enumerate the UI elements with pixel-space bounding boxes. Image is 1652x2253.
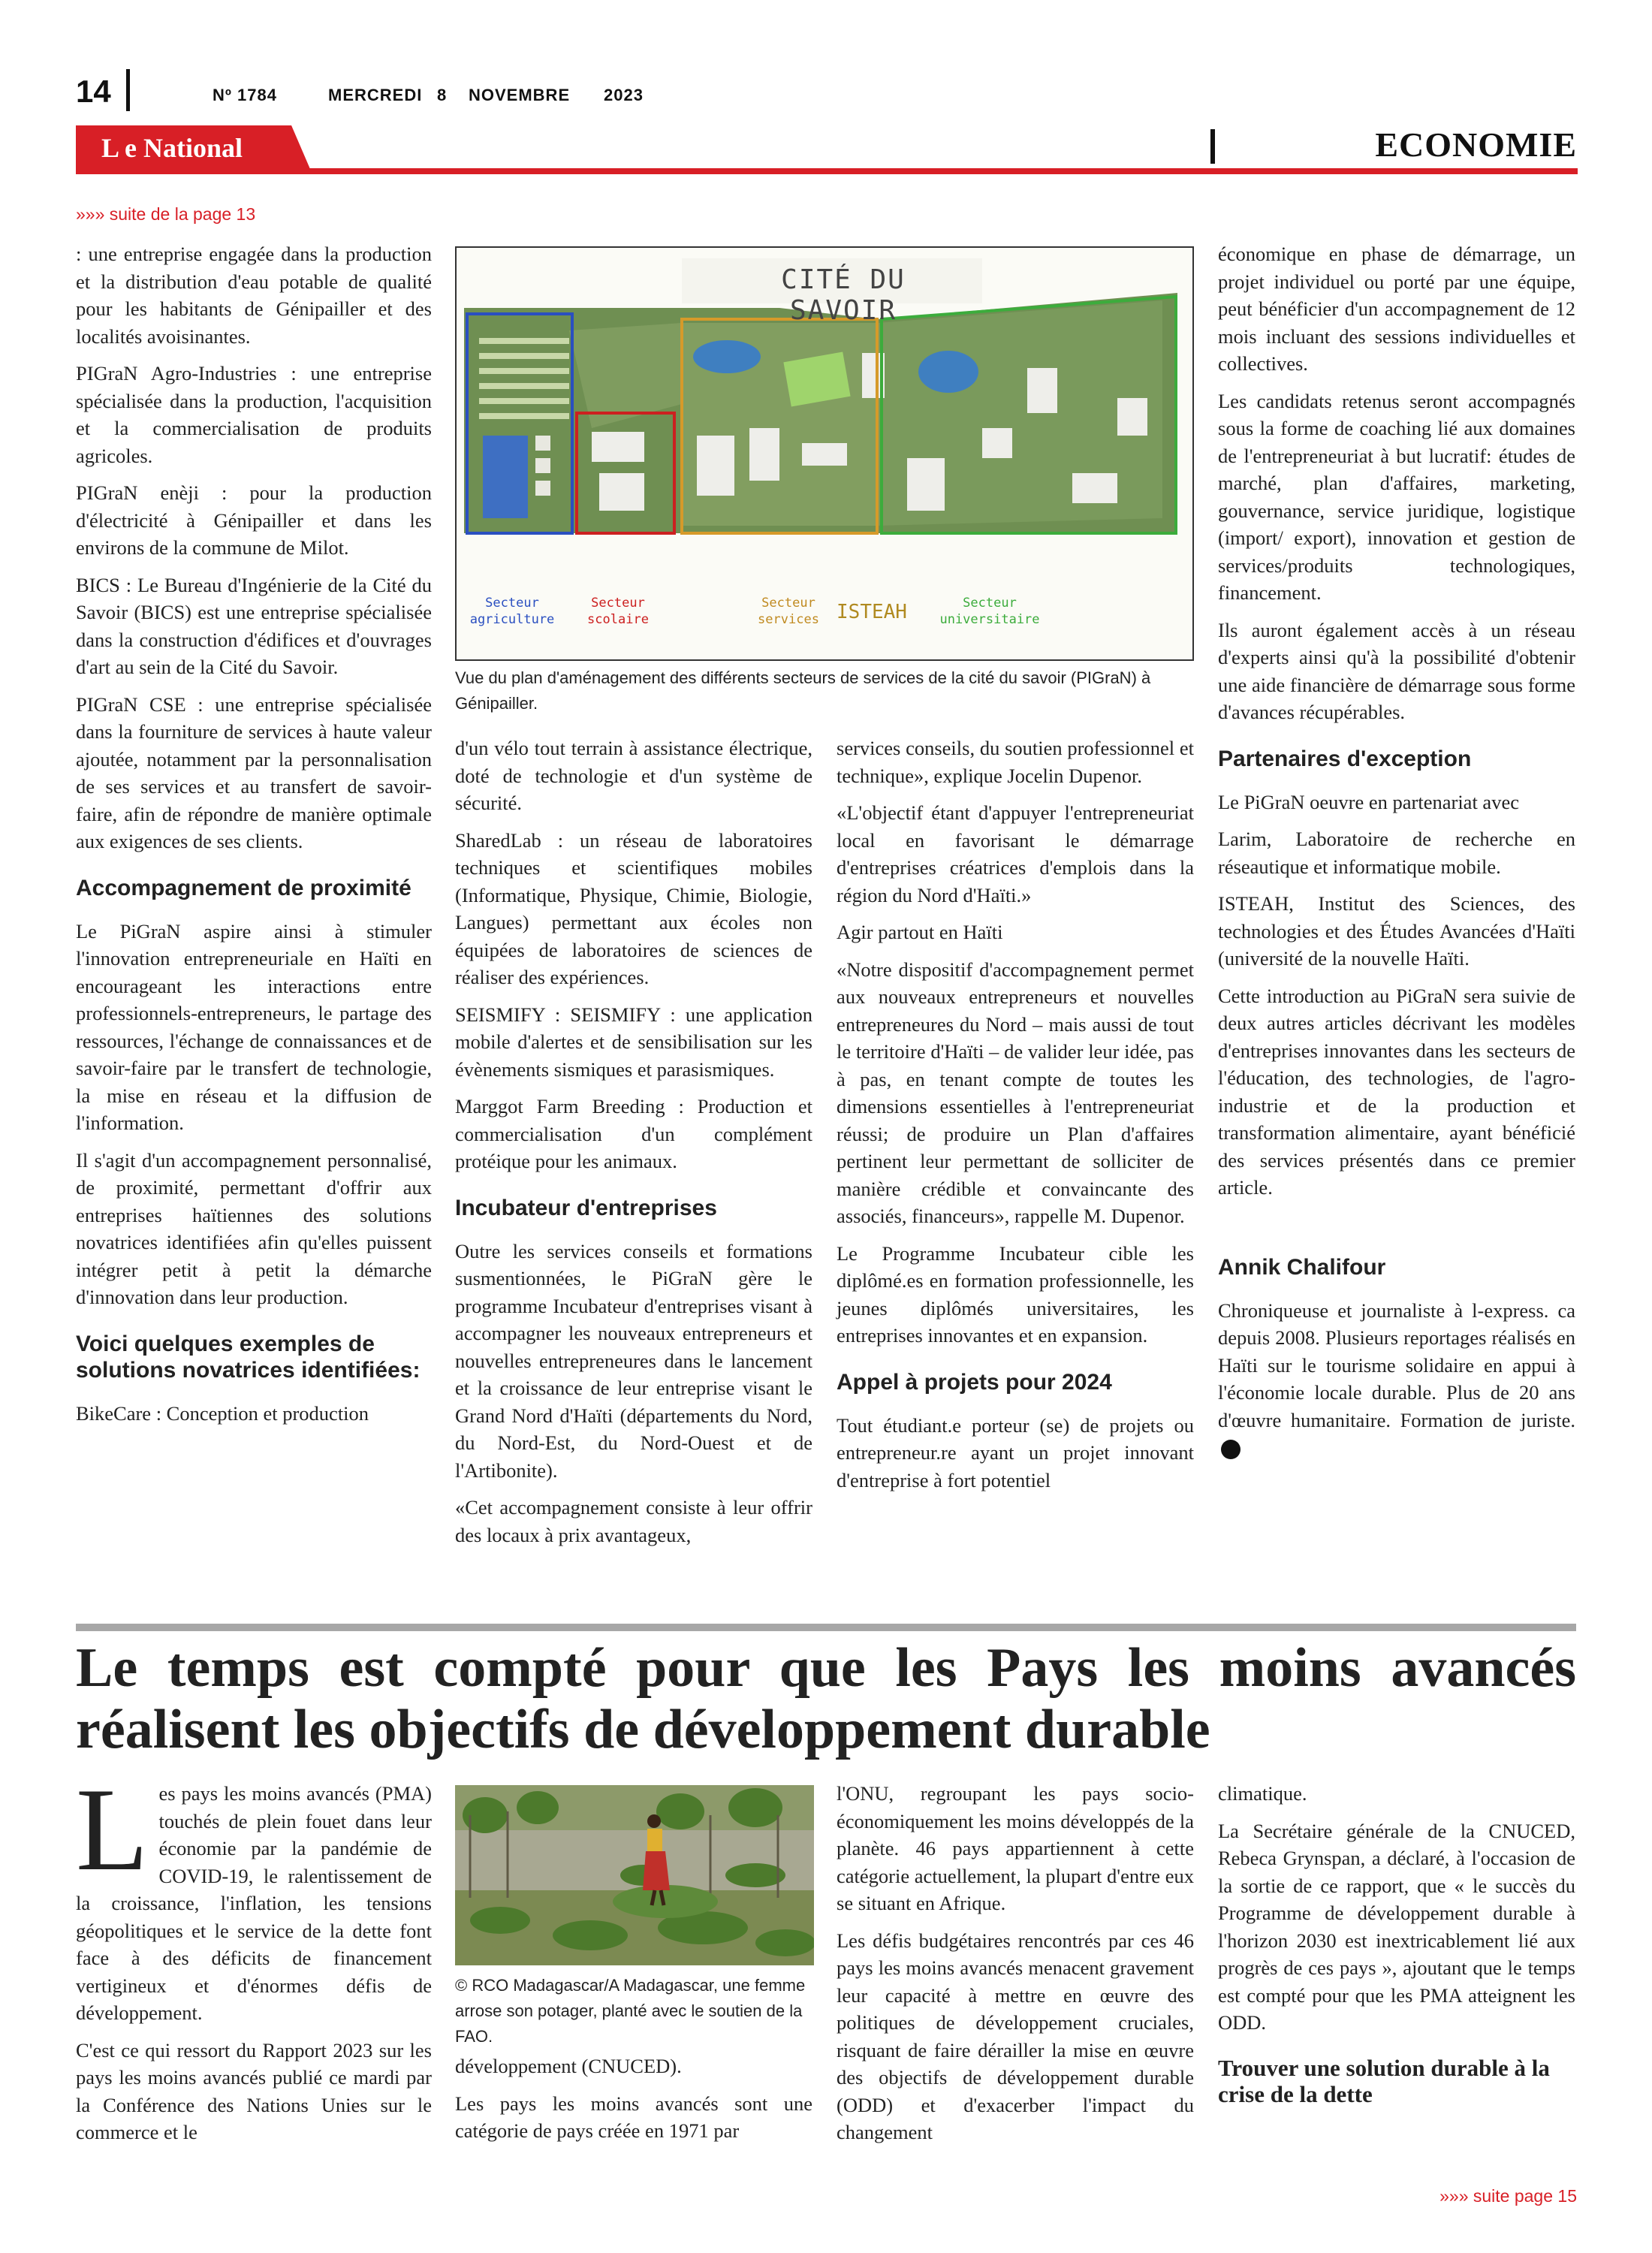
garden-photo-caption: © RCO Madagascar/A Madagascar, une femme arrose son potager, planté avec le soutien de la FAO. xyxy=(455,1976,806,2046)
article2-column-1 xyxy=(76,1764,432,2156)
paragraph: ISTEAH, Institut des Sciences, des technologies et des Études Avancées d'Haïti (université de la nouvelle Haïti. xyxy=(1218,892,1575,970)
paragraph: «Cet accompagnement consiste à leur offrir des locaux à prix avantageux, xyxy=(455,1496,812,1546)
paragraph: Le PiGraN oeuvre en partenariat avec xyxy=(1218,790,1519,813)
paragraph: services conseils, du soutien professionnel et technique», explique Jocelin Dupenor. xyxy=(837,737,1194,787)
plan-label-universitaire: Secteur universitaire xyxy=(939,596,1040,627)
date-year: 2023 xyxy=(604,86,644,104)
garden-photo xyxy=(455,1785,814,1965)
article1-column-3 xyxy=(837,734,1194,1504)
paragraph: Le Programme Incubateur cible les diplômé.es en formation professionnelle, les jeunes diplômés universitaires, les entreprises innovantes et en expansion. xyxy=(837,1241,1194,1347)
drop-cap: L xyxy=(76,1764,149,1896)
plan-label-services: Secteur services xyxy=(758,596,819,627)
subheading: Trouver une solution durable à la crise de la dette xyxy=(1218,2054,1550,2107)
city-plan-caption: Vue du plan d'aménagement des différents secteurs de services de la cité du savoir (PIGraN) à Génipailler. xyxy=(455,668,1151,713)
paragraph: «Notre dispositif d'accompagnement permet aux nouveaux entrepreneurs et nouvelles entrepreneures du Nord – mais aussi de tout le territoire d'Haïti – de valider leur idée, pas à pas, en tenant compte de toutes les dimensions essentielles à l'entrepreneuriat réussi; de produire un Plan d'affaires pertinent leur permettant de solliciter de manière crédible et convaincante des associés, financeurs», rappelle M. Dupenor. xyxy=(837,958,1194,1227)
subheading: Partenaires d'exception xyxy=(1218,746,1472,771)
city-plan-image xyxy=(455,246,1194,661)
paragraph: «L'objectif étant d'appuyer l'entrepreneuriat local en favorisant le démarrage d'entreprises créatrices d'emplois dans la région du Nord d'Haïti.» xyxy=(837,801,1194,906)
author-name: Annik Chalifour xyxy=(1218,1254,1386,1280)
date-day: MERCREDI xyxy=(328,86,423,104)
article1-column-4 xyxy=(1218,240,1575,1471)
section-divider xyxy=(1210,129,1215,164)
paragraph: Outre les services conseils et formations susmentionnées, le PiGraN gère le programme Incubateur d'entreprises visant à accompagner les nouveaux entrepreneurs et nouvelles entrepreneures dans le lancement et la croissance de leur entreprise visant le Grand Nord d'Haïti (départements du Nord, du Nord-Est, du Nord-Ouest et de l'Artibonite). xyxy=(455,1239,812,1482)
page-number: 14 xyxy=(76,74,111,109)
article1-column-1 xyxy=(76,240,432,1437)
article-separator xyxy=(76,1624,1576,1631)
paragraph: Le PiGraN aspire ainsi à stimuler l'innovation entrepreneuriale en Haïti en encourageant les interactions entre professionnels-entrepreneurs, le partage des ressources, l'échange de connaissances et de savoir-faire par le transfert de technologie, la mise en réseau et la diffusion de l'information. xyxy=(76,919,432,1134)
paragraph: SEISMIFY : SEISMIFY : une application mobile d'alertes et de sensibilisation sur les évènements sismiques et parasismiques. xyxy=(455,1003,812,1081)
paragraph: Il s'agit d'un accompagnement personnalisé, de proximité, permettant d'offrir aux entreprises haïtiennes des solutions novatrices identifiées afin qu'elles puissent intégrer petit à petit la démarche d'innovation dans leur production. xyxy=(76,1148,432,1308)
paragraph: Ils auront également accès à un réseau d'experts ainsi qu'à la possibilité d'obtenir une aide financière de démarrage sous forme d'avances récupérables. xyxy=(1218,618,1575,723)
continued-on: »»» suite page 15 xyxy=(1439,2186,1577,2206)
paragraph: Larim, Laboratoire de recherche en réseautique et informatique mobile. xyxy=(1218,828,1575,878)
paragraph: Agir partout en Haïti xyxy=(837,921,1003,943)
paragraph: Les défis budgétaires rencontrés par ces 46 pays les moins avancés menacent gravement leur capacité à mettre en œuvre des politiques de développement cruciales, risquant de faire dérailler la mise en œuvre des objectifs de développement durable (ODD) et d'exacerber l'impact du changement xyxy=(837,1929,1194,2143)
paragraph: Les pays les moins avancés sont une catégorie de pays créée en 1971 par xyxy=(455,2092,812,2142)
date-month: NOVEMBRE xyxy=(469,86,571,104)
issue-number: Nº 1784 xyxy=(213,86,277,104)
subheading: Appel à projets pour 2024 xyxy=(837,1369,1112,1395)
paragraph: BikeCare : Conception et production xyxy=(76,1401,369,1425)
article2-column-4 xyxy=(1218,1780,1575,2124)
paragraph: PIGraN CSE : une entreprise spécialisée dans la fourniture de services à haute valeur ajoutée, notamment par la personnalisation de ses services et au transfert de savoir-faire, afin de répondre de manière optimale aux exigences de ses clients. xyxy=(76,692,432,852)
paragraph: BICS : Le Bureau d'Ingénierie de la Cité du Savoir (BICS) est une entreprise spécialisée dans la construction d'édifices et d'ouvrages d'art au sein de la Cité du Savoir. xyxy=(76,573,432,678)
article2-headline: Le temps est compté pour que les Pays les moins avancés réalisent les objectifs de développement durable xyxy=(76,1637,1576,1760)
plan-label-scolaire: Secteur scolaire xyxy=(587,596,649,627)
paragraph: économique en phase de démarrage, un projet individuel ou porté par une équipe, peut bénéficier d'un accompagnement de 12 mois incluant des sessions individuelles et collectives. xyxy=(1218,243,1575,375)
subheading: Voici quelques exemples de solutions novatrices identifiées: xyxy=(76,1331,421,1383)
date-number: 8 xyxy=(437,86,448,104)
header-rule xyxy=(76,168,1578,174)
author-bio xyxy=(1218,1297,1575,1461)
paragraph: Les candidats retenus seront accompagnés sous la forme de coaching lié aux domaines de l'entrepreneuriat à but lucratif: études de marché, plan d'affaires, marketing, gouvernance, service juridique, logistique (import/ export), innovation et gestion de services/produits technologiques, financement. xyxy=(1218,389,1575,604)
article1-column-2 xyxy=(455,734,812,1558)
paragraph: PIGraN enèji : pour la production d'électricité à Génipailler et dans les environs de la commune de Milot. xyxy=(76,481,432,559)
paragraph: La Secrétaire générale de la CNUCED, Rebeca Grynspan, a déclaré, à l'occasion de la sortie de ce rapport, que « le succès du Programme de développement durable à l'horizon 2030 est inextricablement lié aux progrès de ces pays », ajoutant que le temps est compté pour que les PMA atteignent les ODD. xyxy=(1218,1819,1575,2034)
plan-label-agriculture: Secteur agriculture xyxy=(469,596,555,627)
header-divider xyxy=(126,69,130,111)
paragraph: développement (CNUCED). xyxy=(455,2055,682,2077)
paragraph: Cette introduction au PiGraN sera suivie de deux autres articles décrivant les modèles d'entreprises innovantes dans les secteurs de l'éducation, des technologies, de l'agro-industrie et de la production et transformation alimentaire, ayant bénéficié des services présentés dans ce premier article. xyxy=(1218,984,1575,1199)
continued-from: »»» suite de la page 13 xyxy=(76,204,256,224)
article2-column-2 xyxy=(455,2052,812,2155)
paragraph: d'un vélo tout terrain à assistance électrique, doté de technologie et d'un système de sécurité. xyxy=(455,737,812,814)
garden-photo-illustration xyxy=(455,1785,814,1965)
paragraph: PIGraN Agro-Industries : une entreprise spécialisée dans la production, l'acquisition et la commercialisation de produits agricoles. xyxy=(76,362,432,467)
section-title: ECONOMIE xyxy=(1375,125,1577,164)
author-bio-text: Chroniqueuse et journaliste à l-express. ca depuis 2008. Plusieurs reportages réalisés en Haïti sur le tourisme solidaire en appui à l'économie locale durable. Plus de 20 ans d'œuvre humanitaire. Formation de juriste. xyxy=(1218,1298,1575,1431)
paragraph xyxy=(76,1764,432,2027)
paper-name: L e National xyxy=(101,133,243,163)
paragraph: SharedLab : un réseau de laboratoires techniques et scientifiques mobiles (Informatique, Physique, Chimie, Biologie, Langues) permettant aux écoles non équipées de laboratoires de sciences de réaliser des expériences. xyxy=(455,828,812,988)
plan-title: CITÉ DU SAVOIR xyxy=(781,264,906,326)
subheading: Accompagnement de proximité xyxy=(76,875,411,900)
end-of-article-icon xyxy=(1221,1440,1241,1459)
paragraph: : une entreprise engagée dans la production et la distribution d'eau potable de qualité pour les habitants de Génipailler et des localités avoisinantes. xyxy=(76,243,432,348)
paragraph: Tout étudiant.e porteur (se) de projets ou entrepreneur.re ayant un projet innovant d'entreprise à fort potentiel xyxy=(837,1413,1194,1491)
paragraph: Marggot Farm Breeding : Production et commercialisation d'un complément protéique pour les animaux. xyxy=(455,1095,812,1172)
plan-label-isteah: ISTEAH xyxy=(837,601,907,623)
subheading: Incubateur d'entreprises xyxy=(455,1195,717,1220)
paragraph: l'ONU, regroupant les pays socio-économiquement les moins développés de la planète. 46 pays appartiennent à cette catégorie actuellement, la plupart d'entre eux se situant en Afrique. xyxy=(837,1782,1194,1914)
paragraph: C'est ce qui ressort du Rapport 2023 sur les pays les moins avancés publié ce mardi par la Conférence des Nations Unies sur le commerce et le xyxy=(76,2038,432,2143)
paragraph-text: es pays les moins avancés (PMA) touchés de plein fouet dans leur économie par la pandémie de COVID-19, le ralentissement de la croissance, l'inflation, les tensions géopolitiques et le service de la dette font face à des déficits de financement vertigineux et d'énormes défis de développement. xyxy=(76,1782,432,2024)
article2-column-3 xyxy=(837,1780,1194,2156)
paragraph: climatique. xyxy=(1218,1782,1307,1805)
